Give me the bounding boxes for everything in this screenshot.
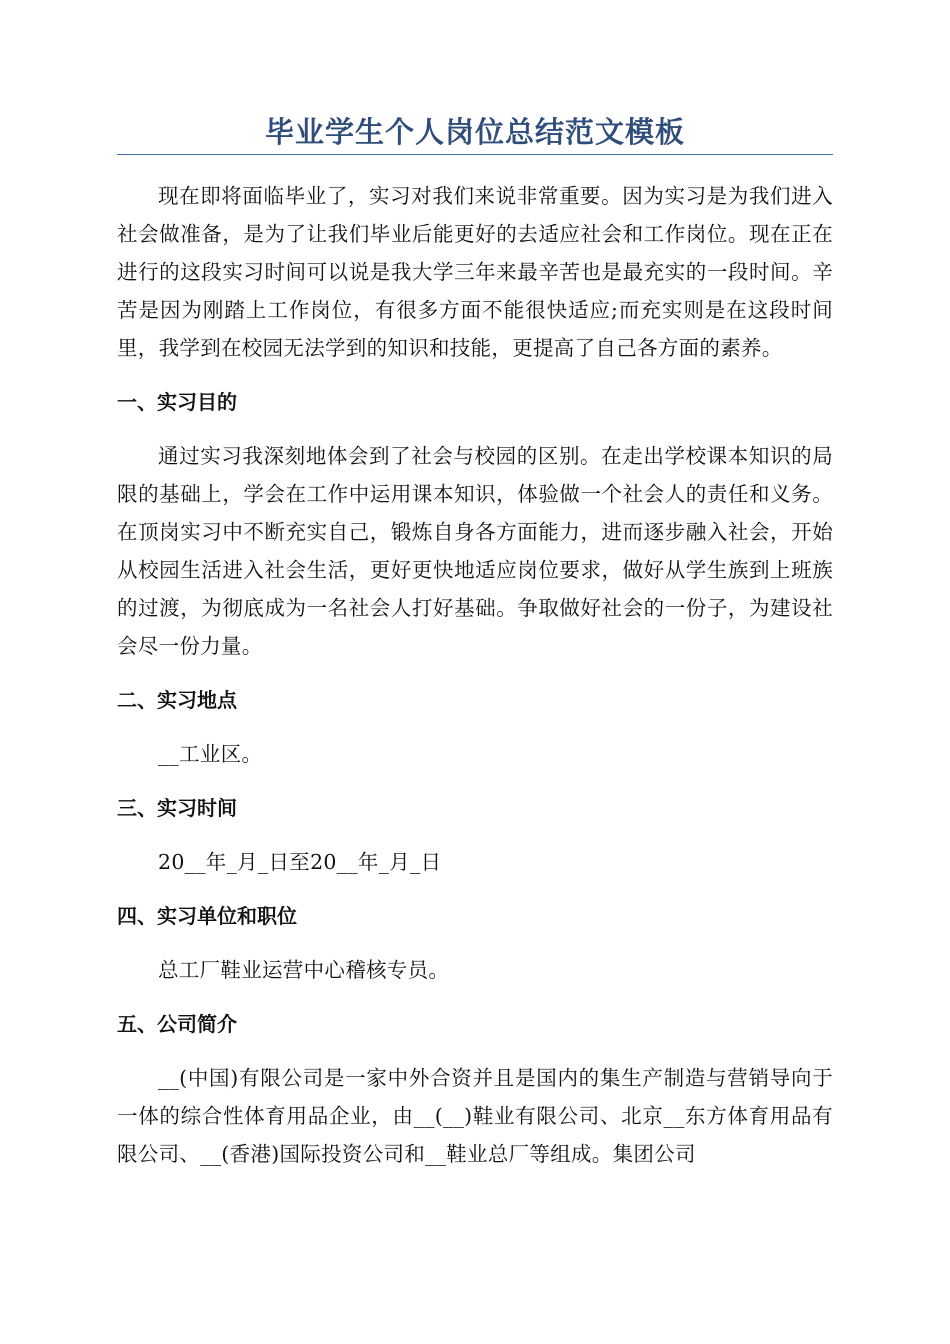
document-content	[117, 177, 833, 1173]
section-heading-location: 二、实习地点	[117, 688, 237, 712]
section-heading-unit: 四、实习单位和职位	[117, 904, 297, 928]
section-body-purpose: 通过实习我深刻地体会到了社会与校园的区别。在走出学校课本知识的局限的基础上，学会在工作中运用课本知识，体验做一个社会人的责任和义务。在顶岗实习中不断充实自己，锻炼自身各方面能力，进而逐步融入社会，开始从校园生活进入社会生活，更好更快地适应岗位要求，做好从学生族到上班族的过渡，为彻底成为一名社会人打好基础。争取做好社会的一份子，为建设社会尽一份力量。	[117, 444, 833, 658]
section-body-unit: 总工厂鞋业运营中心稽核专员。	[158, 958, 450, 982]
section-body-location: __工业区。	[158, 742, 263, 766]
section-body-company: __(中国)有限公司是一家中外合资并且是国内的集生产制造与营销导向于一体的综合性体育用品企业，由__(__)鞋业有限公司、北京__东方体育用品有限公司、__(香港)国际投资公司和__鞋业总厂等组成。集团公司	[117, 1066, 833, 1166]
section-heading-time: 三、实习时间	[117, 796, 237, 820]
intro-paragraph: 现在即将面临毕业了，实习对我们来说非常重要。因为实习是为我们进入社会做准备，是为了让我们毕业后能更好的去适应社会和工作岗位。现在正在进行的这段实习时间可以说是我大学三年来最辛苦也是最充实的一段时间。辛苦是因为刚踏上工作岗位，有很多方面不能很快适应;而充实则是在这段时间里，我学到在校园无法学到的知识和技能，更提高了自己各方面的素养。	[117, 184, 833, 360]
section-heading-company: 五、公司简介	[117, 1012, 237, 1036]
document-title: 毕业学生个人岗位总结范文模板	[117, 112, 833, 155]
section-body-time: 20__年_月_日至20__年_月_日	[158, 850, 442, 874]
section-heading-purpose: 一、实习目的	[117, 390, 237, 414]
document-page	[117, 112, 833, 1173]
